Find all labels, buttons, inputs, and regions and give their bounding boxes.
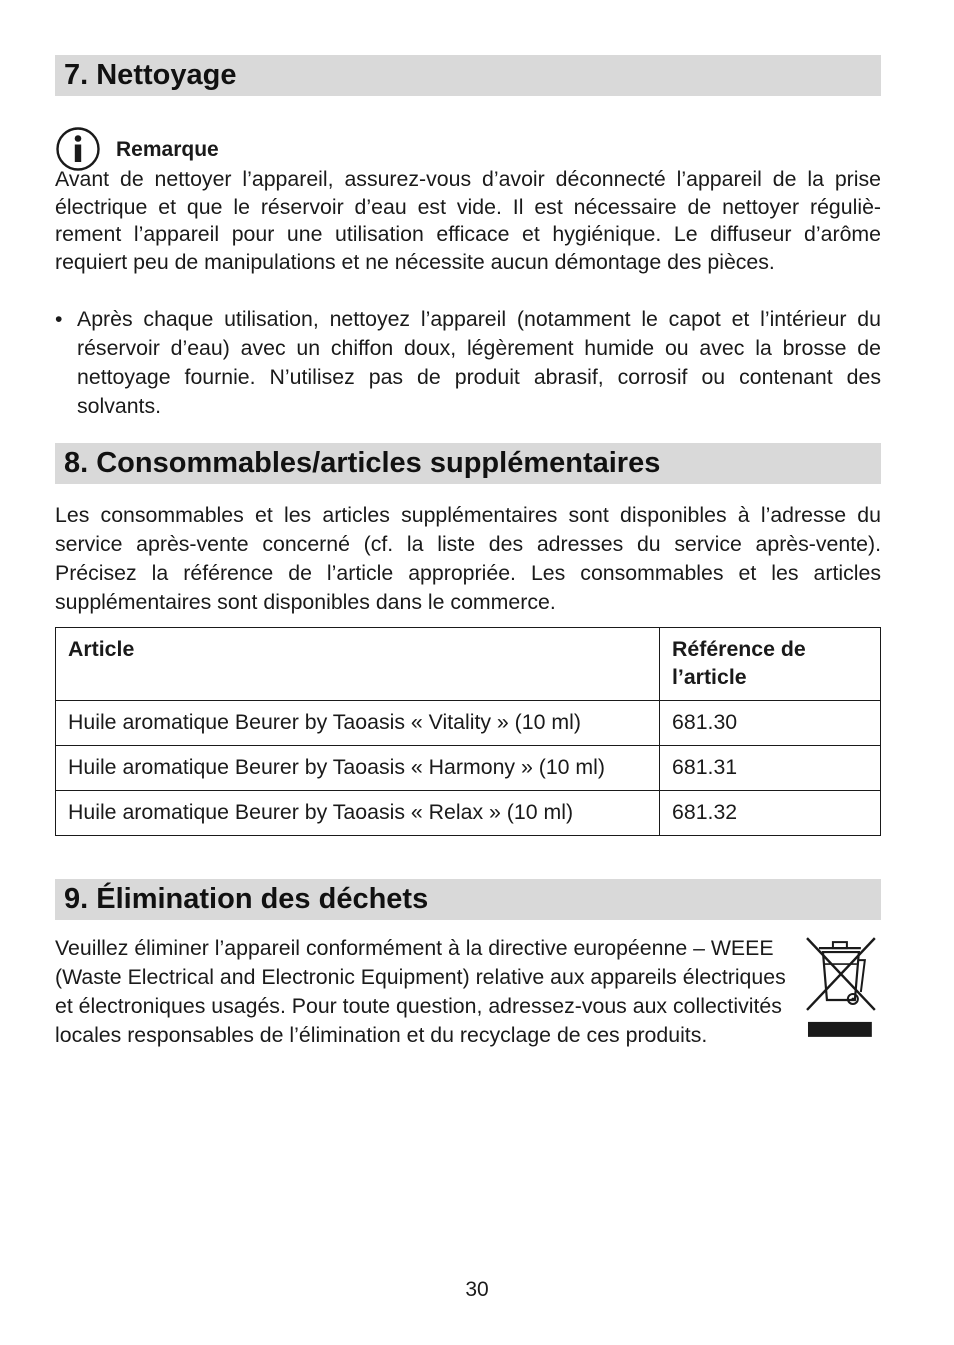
table-cell-reference: 681.32 xyxy=(660,791,881,836)
table-cell-article: Huile aromatique Beurer by Taoasis « Relax » (10 ml) xyxy=(56,791,660,836)
consumables-table xyxy=(55,627,881,836)
crossed-out-wheelie-bin-icon xyxy=(803,934,881,1040)
section-9-title: 9. Élimination des déchets xyxy=(55,879,881,920)
table-row xyxy=(56,746,881,791)
table-cell-article: Huile aromatique Beurer by Taoasis « Harmony » (10 ml) xyxy=(56,746,660,791)
section-8-title: 8. Consommables/articles supplémentaires xyxy=(55,443,881,484)
bullet-mark: • xyxy=(55,307,63,331)
table-cell-reference: 681.30 xyxy=(660,701,881,746)
section-7-title: 7. Nettoyage xyxy=(55,55,881,96)
bullet-text: Après chaque utilisation, nettoyez l’appareil (notamment le capot et l’intérieur du réservoir d’eau) avec un chiffon doux, légèrement humide ou avec la brosse de nettoyage fournie. N’utilisez pas de produit abrasif, corrosif ou contenant des solvants. xyxy=(77,307,881,418)
table-cell-article: Huile aromatique Beurer by Taoasis « Vitality » (10 ml) xyxy=(56,701,660,746)
table-cell-reference: 681.31 xyxy=(660,746,881,791)
disposal-text: Veuillez éliminer l’appareil conformément à la directive européenne – WEEE (Waste Electrical and Electronic Equipment) relative aux appareils électriques et électroniques usagés. Pour toute question, adressez-vous aux collectivités locales responsables de l’élimination et du recyclage de ces produits. xyxy=(55,936,786,1047)
manual-page xyxy=(55,55,881,1050)
table-header-reference: Référence de l’article xyxy=(660,628,881,701)
table-header-row xyxy=(56,628,881,701)
table-header-article: Article xyxy=(56,628,660,701)
page-number: 30 xyxy=(465,1278,489,1301)
note-text: Avant de nettoyer l’appareil, assurez-vous d’avoir déconnecté l’appareil de la prise électrique et que le réservoir d’eau est vide. Il est nécessaire de nettoyer réguliè-rement l’appareil pour une utilisation efficace et hygiénique. Le diffuseur d’arôme requiert peu de manipulations et ne nécessite aucun démontage des pièces. xyxy=(55,167,881,274)
section-8-intro: Les consommables et les articles supplémentaires sont disponibles à l’adresse du service après-vente concerné (cf. la liste des adresses du service après-vente). Précisez la référence de l’article appropriée. Les consommables et les articles supplémentaires sont disponibles dans le commerce. xyxy=(55,503,881,614)
disposal-block xyxy=(55,934,881,1050)
table-row xyxy=(56,701,881,746)
note-label: Remarque xyxy=(116,138,219,161)
cleaning-bullet xyxy=(55,305,881,421)
table-row xyxy=(56,791,881,836)
